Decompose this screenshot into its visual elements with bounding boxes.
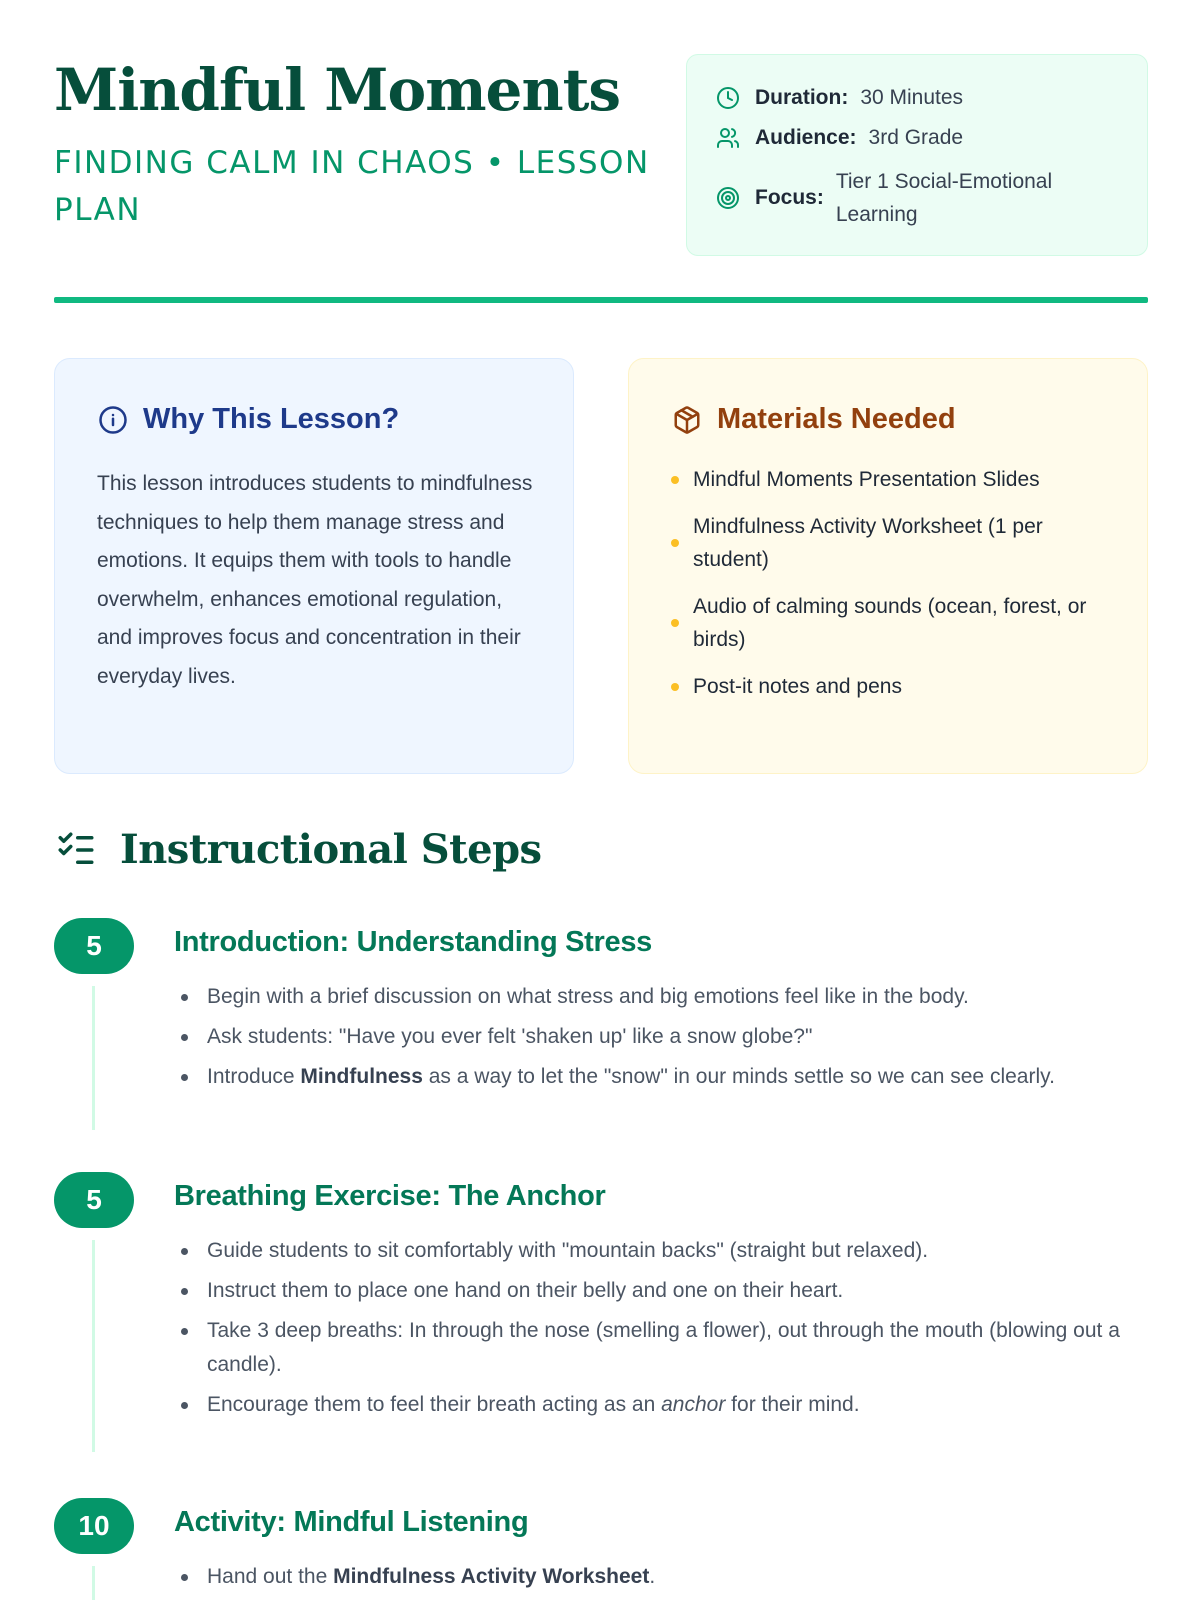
step-minutes-badge: 10 <box>54 1498 134 1554</box>
step-bullet: Take 3 deep breaths: In through the nose (smelling a flower), out through the mouth (blowing out a candle). <box>174 1314 1154 1382</box>
step-bullet <box>174 1060 1154 1094</box>
step-bullet: Ask students: "Have you ever felt 'shaken up' like a snow globe?" <box>174 1020 1154 1054</box>
why-heading <box>97 403 399 436</box>
duration-row <box>715 85 963 111</box>
materials-list <box>669 463 1109 717</box>
header-divider <box>54 297 1148 303</box>
step-bullets <box>174 980 1154 1100</box>
step-timeline-line <box>92 986 95 1130</box>
step-bullet <box>174 1560 1154 1594</box>
bullet-bold-text: Mindfulness Activity Worksheet <box>333 1565 650 1588</box>
audience-label: Audience: <box>755 126 857 149</box>
why-card <box>54 358 574 774</box>
step-title: Activity: Mindful Listening <box>174 1506 529 1538</box>
lesson-header <box>54 54 1148 252</box>
users-icon <box>715 125 741 151</box>
step-title: Breathing Exercise: The Anchor <box>174 1180 606 1212</box>
title-block <box>54 54 664 234</box>
bullet-text: Hand out the <box>207 1565 334 1588</box>
materials-heading <box>671 403 956 436</box>
info-icon <box>97 404 129 436</box>
step-bullet <box>174 1388 1154 1422</box>
audience-value: 3rd Grade <box>868 126 964 149</box>
focus-value: Tier 1 Social-Emotional Learning <box>835 170 1053 226</box>
focus-label: Focus: <box>755 186 824 209</box>
why-heading-text: Why This Lesson? <box>143 403 400 435</box>
audience-row <box>715 125 963 151</box>
materials-item: Audio of calming sounds (ocean, forest, or birds) <box>669 590 1109 656</box>
target-icon <box>715 185 741 211</box>
bullet-text: Introduce <box>207 1065 301 1088</box>
clock-icon <box>715 85 741 111</box>
bullet-text: as a way to let the "snow" in our minds settle so we can see clearly. <box>422 1065 1055 1088</box>
checklist-icon <box>54 828 98 872</box>
why-text: This lesson introduces students to mindfulness techniques to help them manage stress and emotions. It equips them with tools to handle overwhelm, enhances emotional regulation, and improves focus and concentration in their everyday lives. <box>97 472 533 688</box>
materials-item: Mindful Moments Presentation Slides <box>669 463 1109 496</box>
bullet-bold-text: Mindfulness <box>300 1065 423 1088</box>
step-title: Introduction: Understanding Stress <box>174 926 652 958</box>
bullet-text: . <box>649 1565 656 1588</box>
bullet-text: Encourage them to feel their breath acting as an <box>207 1393 662 1416</box>
step-minutes-badge: 5 <box>54 918 134 974</box>
step-timeline-line <box>92 1240 95 1452</box>
step-bullet: Guide students to sit comfortably with "mountain backs" (straight but relaxed). <box>174 1234 1154 1268</box>
steps-title: Instructional Steps <box>120 826 542 873</box>
duration-value: 30 Minutes <box>860 86 964 109</box>
bullet-text: for their mind. <box>725 1393 860 1416</box>
step-timeline-line <box>92 1566 95 1600</box>
materials-card <box>628 358 1148 774</box>
step-bullets <box>174 1234 1154 1428</box>
page-subtitle: FINDING CALM IN CHAOS • LESSON PLAN <box>54 145 650 228</box>
duration-label: Duration: <box>755 86 849 109</box>
materials-item: Mindfulness Activity Worksheet (1 per student) <box>669 510 1109 576</box>
bullet-italic-text: anchor <box>661 1393 726 1416</box>
step-bullets <box>174 1560 1154 1600</box>
focus-row <box>715 165 1076 231</box>
materials-item: Post-it notes and pens <box>669 670 1109 703</box>
steps-heading <box>54 826 542 873</box>
step-minutes-badge: 5 <box>54 1172 134 1228</box>
step-bullet: Instruct them to place one hand on their belly and one on their heart. <box>174 1274 1154 1308</box>
step-bullet: Begin with a brief discussion on what stress and big emotions feel like in the body. <box>174 980 1154 1014</box>
package-icon <box>671 404 703 436</box>
page-title: Mindful Moments <box>54 56 621 124</box>
materials-heading-text: Materials Needed <box>717 403 956 435</box>
lesson-info-box <box>686 54 1148 256</box>
